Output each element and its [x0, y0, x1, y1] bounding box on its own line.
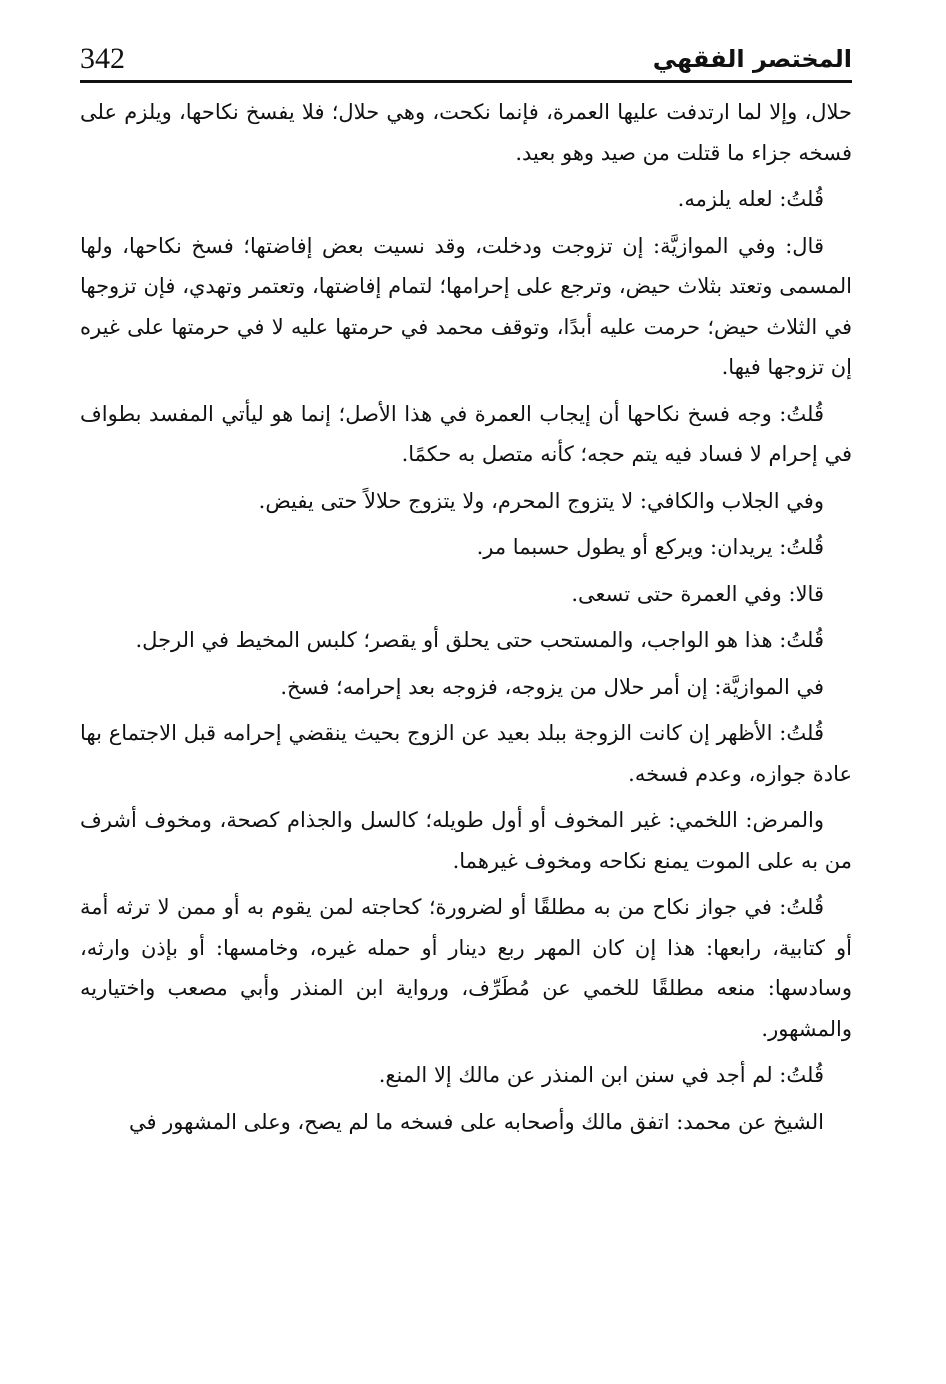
paragraph-9: في الموازيَّة: إن أمر حلال من يزوجه، فزوجه بعد إحرامه؛ فسخ. — [280, 674, 824, 699]
paragraph-2: قُلتُ: لعله يلزمه. — [677, 187, 824, 211]
paragraph-5: وفي الجلاب والكافي: لا يتزوج المحرم، ولا يتزوج حلالاً حتى يفيض. — [258, 488, 824, 513]
paragraph-7: قالا: وفي العمرة حتى تسعى. — [571, 581, 824, 606]
text-body — [80, 92, 852, 1362]
header-divider — [80, 80, 852, 83]
book-title: المختصر الفقهي — [652, 45, 852, 73]
paragraph-6: قُلتُ: يريدان: ويركع أو يطول حسبما مر. — [476, 535, 824, 559]
paragraph-1: حلال، وإلا لما ارتدفت عليها العمرة، فإنما نكحت، وهي حلال؛ فلا يفسخ نكاحها، ويلزم على فسخه جزاء ما قتلت من صيد وهو بعيد. — [80, 100, 852, 165]
paragraph-4: قُلتُ: وجه فسخ نكاحها أن إيجاب العمرة في هذا الأصل؛ إنما هو ليأتي المفسد بطواف في إحرام لا فساد فيه يتم حجه؛ كأنه متصل به حكمًا. — [80, 401, 852, 466]
page-header — [80, 26, 852, 76]
paragraph-8: قُلتُ: هذا هو الواجب، والمستحب حتى يحلق أو يقصر؛ كلبس المخيط في الرجل. — [135, 628, 824, 652]
paragraph-3: قال: وفي الموازيَّة: إن تزوجت ودخلت، وقد نسيت بعض إفاضتها؛ فسخ نكاحها، ولها المسمى وتعتد بثلاث حيض، وترجع على إحرامها؛ لتمام إفاضتها، وتعتمر وتهدي، فإن تزوجها في الثلاث حيض؛ حرمت عليه أبدًا، وتوقف محمد في حرمتها عليه لا في حرمتها على غيره إن تزوجها فيها. — [80, 233, 852, 379]
paragraph-14: الشيخ عن محمد: اتفق مالك وأصحابه على فسخه ما لم يصح، وعلى المشهور في — [128, 1109, 824, 1134]
paragraph-10: قُلتُ: الأظهر إن كانت الزوجة ببلد بعيد عن الزوج بحيث ينقضي إحرامه قبل الاجتماع بها عادة جوازه، وعدم فسخه. — [80, 721, 852, 786]
paragraph-12: قُلتُ: في جواز نكاح من به مطلقًا أو لضرورة؛ كحاجته لمن يقوم به أو ممن لا ترثه أمة أو كتابية، رابعها: هذا إن كان المهر ربع دينار أو حمله غيره، وخامسها: أو بإذن وارثه، وسادسها: منعه مطلقًا للخمي عن مُطَرِّف، ورواية ابن المنذر وأبي مصعب واختياريه والمشهور. — [80, 895, 852, 1041]
paragraph-13: قُلتُ: لم أجد في سنن ابن المنذر عن مالك إلا المنع. — [378, 1063, 824, 1087]
page-number: 342 — [80, 42, 125, 75]
paragraph-11: والمرض: اللخمي: غير المخوف أو أول طويله؛ كالسل والجذام كصحة، ومخوف أشرف من به على الموت يمنع نكاحه ومخوف غيرهما. — [80, 808, 852, 873]
